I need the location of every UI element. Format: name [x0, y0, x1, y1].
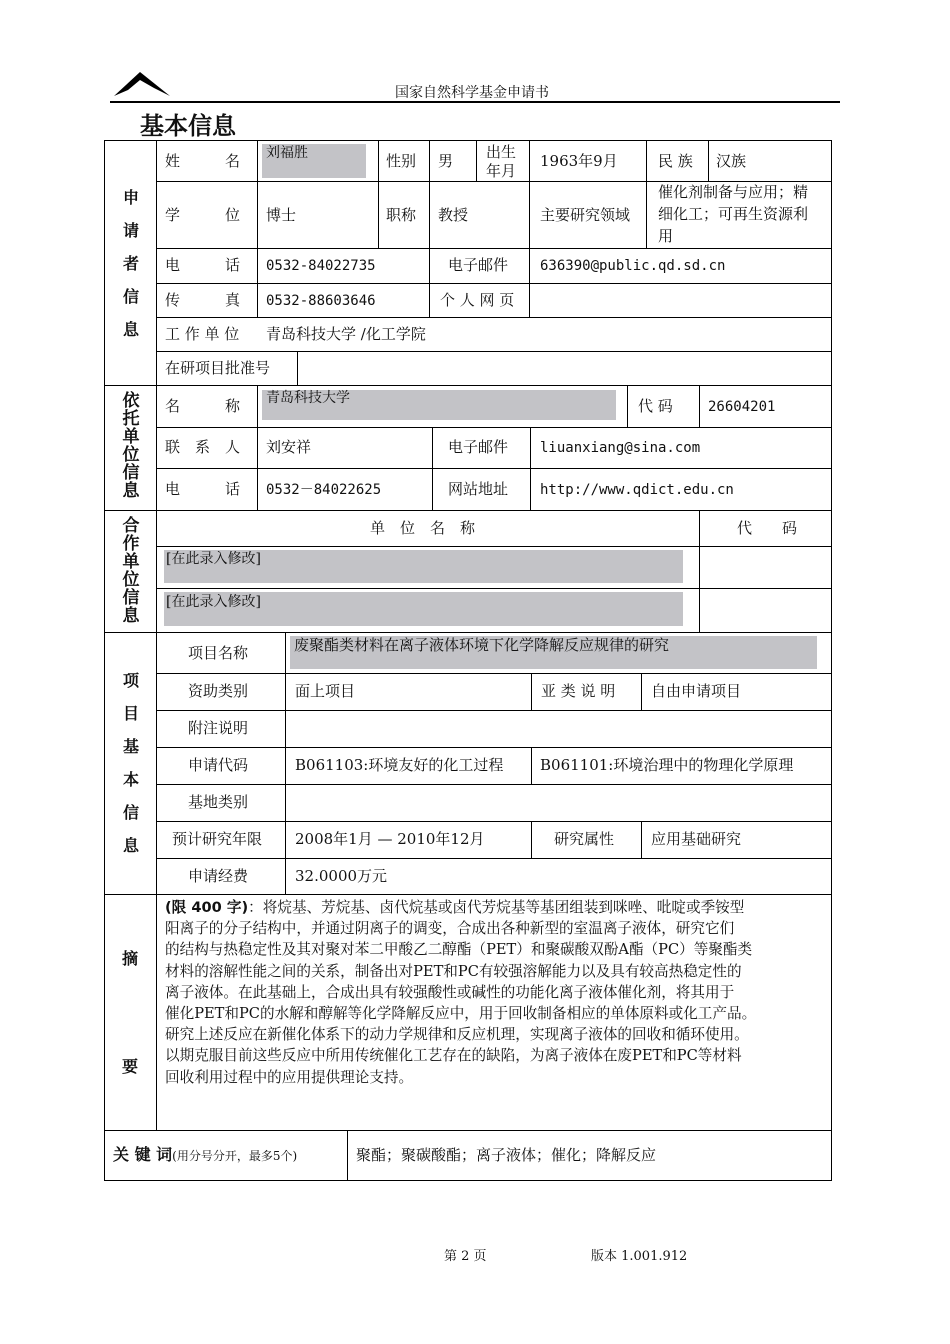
- abstract-line: ：将烷基、芳烷基、卤代烷基或卤代芳烷基等基团组装到咪唑、吡啶或季铵型: [248, 899, 745, 916]
- host-email-value[interactable]: liuanxiang@sina.com: [540, 440, 701, 456]
- title-value[interactable]: 教授: [438, 206, 469, 224]
- keywords-value[interactable]: 聚酯；聚碳酸酯；离子液体；催化；降解反应: [356, 1146, 657, 1164]
- coop-col-code: 代 码: [737, 519, 798, 537]
- coop-group-label: 合 作 单 位 信 息: [122, 516, 140, 626]
- funding-label: 资助类别: [188, 682, 249, 700]
- host-group-label: 依 托 单 位 信 息: [122, 391, 140, 501]
- field-value-line1[interactable]: 催化剂制备与应用；精: [658, 183, 809, 201]
- ethnicity-label: 民 族: [658, 152, 693, 170]
- nsfc-logo: [114, 70, 170, 98]
- code-label: 申请代码: [188, 756, 249, 774]
- name-label: 姓 名: [165, 152, 241, 170]
- version-label: 版本 1.001.912: [591, 1249, 688, 1264]
- abstract-text[interactable]: [165, 897, 829, 1088]
- budget-value[interactable]: 32.0000万元: [295, 867, 388, 885]
- abstract-line: 阳离子的分子结构中，并通过阴离子的调变，合成出各种新型的室温离子液体，研究它们: [165, 920, 735, 938]
- host-email-label: 电子邮件: [448, 438, 509, 456]
- host-name-label: 名 称: [165, 397, 241, 415]
- funding-value[interactable]: 面上项目: [295, 682, 356, 700]
- project-name-label: 项目名称: [188, 644, 249, 662]
- period-label: 预计研究年限: [172, 830, 263, 848]
- ethnicity-value[interactable]: 汉族: [716, 152, 747, 170]
- host-website-label: 网站地址: [448, 480, 509, 498]
- abstract-label-bottom: 要: [122, 1057, 139, 1076]
- abstract-line: 的结构与热稳定性及其对聚对苯二甲酸乙二醇酯（PET）和聚碳酸双酚A酯（PC）等聚酯类: [165, 941, 753, 959]
- email-label: 电子邮件: [448, 256, 509, 274]
- fax-label: 传 真: [165, 291, 241, 309]
- section-title: 基本信息: [140, 112, 236, 140]
- host-name-value[interactable]: 青岛科技大学: [266, 390, 350, 406]
- base-label: 基地类别: [188, 793, 249, 811]
- abstract-line: 离子液体。在此基础上，合成出具有较强酸性或碱性的功能化离子液体催化剂，将其用于: [165, 983, 735, 1001]
- birth-value[interactable]: 1963年9月: [540, 152, 618, 170]
- project-name-value[interactable]: 废聚酯类材料在离子液体环境下化学降解反应规律的研究: [294, 636, 670, 654]
- name-value[interactable]: 刘福胜: [266, 145, 308, 161]
- host-contact-label: 联 系 人: [165, 438, 241, 456]
- header-title: 国家自然科学基金申请书: [395, 85, 549, 101]
- field-value-line2[interactable]: 细化工；可再生资源利: [658, 205, 809, 223]
- budget-label: 申请经费: [188, 867, 249, 885]
- birth-label-line1: 出生: [486, 143, 517, 161]
- phone-label: 电 话: [165, 256, 241, 274]
- homepage-label: 个 人 网 页: [440, 291, 515, 309]
- project-group-label: 项 目 基 本 信 息: [122, 671, 139, 855]
- applicant-group-label: 申 请 者 信 息: [122, 188, 139, 339]
- org-label: 工 作 单 位: [165, 325, 240, 343]
- host-code-label: 代 码: [638, 397, 673, 415]
- phone-value[interactable]: 0532-84022735: [266, 258, 376, 274]
- email-value[interactable]: 636390@public.qd.sd.cn: [540, 258, 726, 274]
- host-phone-label: 电 话: [165, 480, 241, 498]
- host-contact-value[interactable]: 刘安祥: [266, 438, 312, 456]
- keywords-hint: (用分号分开，最多5个): [172, 1149, 298, 1163]
- birth-label-line2: 年月: [486, 162, 517, 180]
- note-label: 附注说明: [188, 719, 249, 737]
- title-label: 职称: [386, 206, 417, 224]
- field-value-line3[interactable]: 用: [658, 227, 674, 245]
- code-value-2[interactable]: B061101:环境治理中的物理化学原理: [540, 756, 794, 774]
- period-value[interactable]: 2008年1月 — 2010年12月: [295, 830, 485, 848]
- subtype-value[interactable]: 自由申请项目: [651, 682, 742, 700]
- project-no-label: 在研项目批准号: [165, 359, 271, 377]
- header-rule: [110, 101, 840, 103]
- coop-col-name: 单 位 名 称: [370, 519, 476, 537]
- abstract-line: 研究上述反应在新催化体系下的动力学规律和反应机理，实现离子液体的回收和循环使用。: [165, 1026, 749, 1044]
- degree-value[interactable]: 博士: [266, 206, 297, 224]
- keywords-label-text: 关 键 词: [113, 1145, 173, 1164]
- coop-row-2[interactable]: [在此录入修改]: [166, 594, 261, 610]
- abstract-line: 催化PET和PC的水解和醇解等化学降解反应中，用于回收制备相应的单体原料或化工产品。: [165, 1005, 757, 1023]
- host-website-value[interactable]: http://www.qdict.edu.cn: [540, 482, 734, 498]
- abstract-line: 材料的溶解性能之间的关系，制备出对PET和PC有较强溶解能力以及具有较高热稳定性的: [165, 962, 742, 980]
- abstract-line: 回收利用过程中的应用提供理论支持。: [165, 1068, 414, 1086]
- abstract-line: 以期克服目前这些反应中所用传统催化工艺存在的缺陷，为离子液体在废PET和PC等材料: [165, 1047, 742, 1065]
- page-number: 第 2 页: [444, 1249, 487, 1264]
- coop-row-1[interactable]: [在此录入修改]: [166, 551, 261, 567]
- abstract-lead: (限 400 字): [165, 899, 249, 916]
- keywords-label: [113, 1146, 297, 1165]
- abstract-label-top: 摘: [122, 949, 139, 968]
- subtype-label: 亚 类 说 明: [541, 682, 616, 700]
- gender-label: 性别: [386, 152, 417, 170]
- host-code-value[interactable]: 26604201: [708, 399, 776, 415]
- degree-label: 学 位: [165, 206, 241, 224]
- attr-label: 研究属性: [554, 830, 615, 848]
- field-label: 主要研究领域: [540, 206, 631, 224]
- fax-value[interactable]: 0532-88603646: [266, 293, 376, 309]
- code-value-1[interactable]: B061103:环境友好的化工过程: [295, 756, 504, 774]
- gender-value[interactable]: 男: [438, 152, 454, 170]
- attr-value[interactable]: 应用基础研究: [651, 830, 742, 848]
- org-value[interactable]: 青岛科技大学 /化工学院: [266, 325, 426, 343]
- host-phone-value[interactable]: 0532－84022625: [266, 482, 382, 498]
